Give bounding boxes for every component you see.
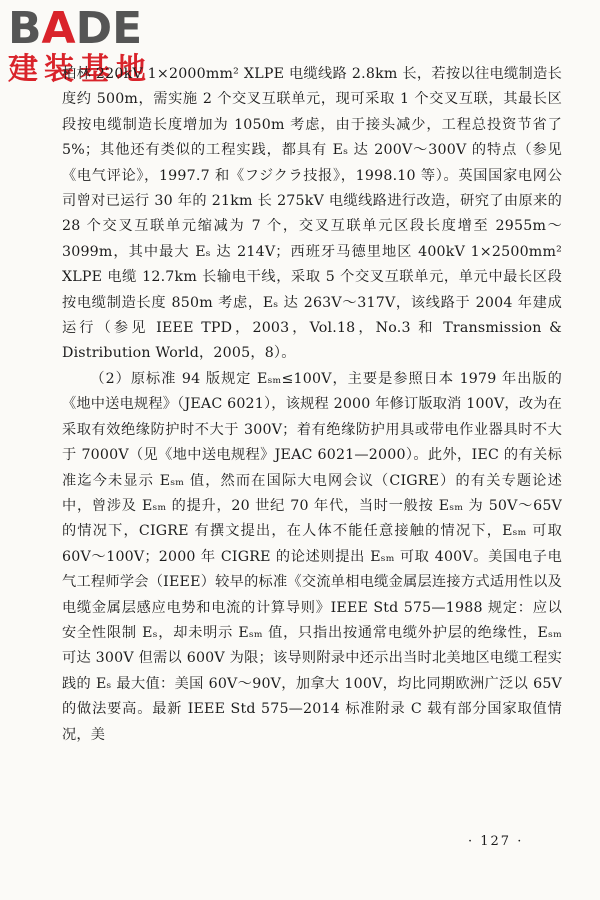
logo-letter-a: A (41, 3, 76, 54)
logo-subtitle: 建装基地 (8, 52, 152, 87)
logo-letters-de: DE (75, 3, 143, 54)
paragraph-2: （2）原标准 94 版规定 Eₛₘ≤100V，主要是参照日本 1979 年出版的《地中送电规程》（JEAC 6021），该规程 2000 年修订版取消 100V，改为在采取有效绝缘防护时不大于 300V；着有绝缘防护用具或带电作业器具时不大于 7000V（见《地中送电规程》JEAC 6021—2000）。此外，IEC 的有关标准迄今未显示 Eₛₘ 值，然而在国际大电网会议（CIGRE）的有关专题论述中，曾涉及 Eₛₘ 的提升，20 世纪 70 年代，当时一般按 Eₛₘ 为 50V～65V 的情况下，CIGRE 有撰文提出，在人体不能任意接触的情况下，Eₛₘ 可取 60V～100V；2000 年 CIGRE 的论述则提出 Eₛₘ 可取 400V。美国电子电气工程师学会（IEEE）较早的标准《交流单相电缆金属层连接方式适用性以及电缆金属层感应电势和电流的计算导则》IEEE Std 575—1988 规定：应以安全性限制 Eₛ，却未明示 Eₛₘ 值，只指出按通常电缆外护层的绝缘性，Eₛₘ 可达 300V 但需以 600V 为限；该导则附录中还示出当时北美地区电缆工程实践的 Eₛ 最大值：美国 60V～90V，加拿大 100V，均比同期欧洲广泛以 65V 的做法要高。最新 IEEE Std 575—2014 标准附录 C 载有部分国家取值情况，美 (62, 370, 562, 743)
logo-letter-b: B (8, 3, 42, 54)
logo-wordmark (8, 3, 178, 54)
page-body (62, 62, 562, 748)
paragraph-1: 柏林 220kV 1×2000mm² XLPE 电缆线路 2.8km 长，若按以往电缆制造长度约 500m，需实施 2 个交叉互联单元，现可采取 1 个交叉互联，其最长区段按电缆制造长度增加为 1050m 考虑，由于接头减少，工程总投资节省了 5%；其他还有类似的工程实践，都具有 Eₛ 达 200V～300V 的特点（参见《电气评论》，1997.7 和《フジクラ技报》，1998.10 等）。英国国家电网公司曾对已运行 30 年的 21km 长 275kV 电缆线路进行改造，研究了由原来的 28 个交叉互联单元缩减为 7 个，交叉互联单元区段长度增至 2955m～3099m，其中最大 Eₛ 达 214V；西班牙马德里地区 400kV 1×2500mm² XLPE 电缆 12.7km 长输电干线，采取 5 个交叉互联单元，单元中最长区段按电缆制造长度 850m 考虑，Eₛ 达 263V～317V，该线路于 2004 年建成运行（参见 IEEE TPD，2003，Vol.18，No.3 和 Transmission & Distribution World，2005，8）。 (62, 66, 562, 362)
page-number: · 127 · (468, 834, 524, 849)
